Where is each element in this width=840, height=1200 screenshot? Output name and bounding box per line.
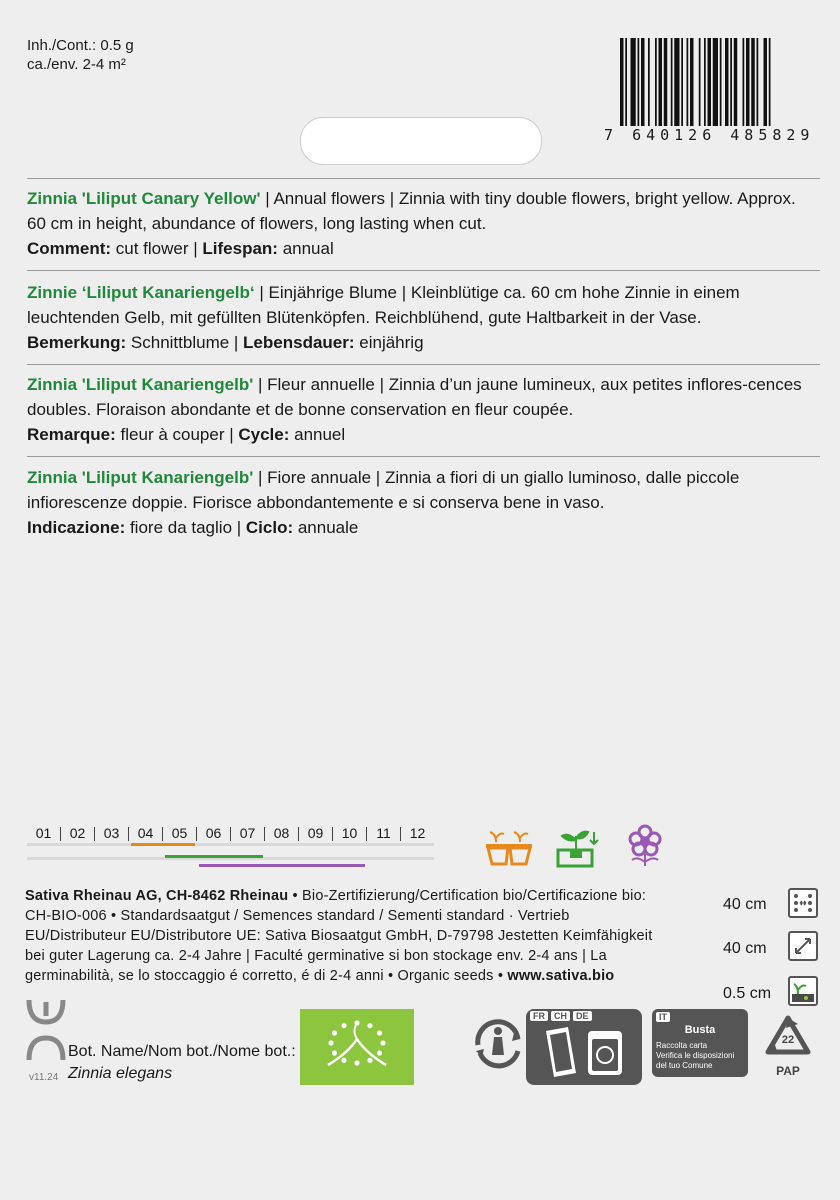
eu-star [377, 1050, 382, 1055]
sativa-mark-icon [26, 998, 66, 1069]
barcode-bar [641, 38, 645, 126]
month-label: 11 [376, 825, 391, 841]
botanical-name [68, 1041, 296, 1085]
sow-outdoor-bar [165, 855, 263, 858]
barcode-bar [743, 38, 745, 126]
comment-value: cut flower | [111, 239, 203, 258]
eu-star [367, 1023, 372, 1028]
eu-star [341, 1023, 346, 1028]
eu-star [332, 1050, 337, 1055]
month-label: 12 [409, 825, 426, 841]
botanical-value: Zinnia elegans [68, 1065, 173, 1082]
description-fr [27, 372, 813, 447]
divider [27, 178, 820, 179]
barcode-bar [648, 38, 650, 126]
month-label: 03 [103, 825, 120, 841]
italy-instructions [656, 1041, 734, 1071]
sow-indoor-bar [131, 843, 195, 846]
month-label: 06 [205, 825, 222, 841]
seed-tray-icon [484, 828, 534, 873]
pap-label: PAP [776, 1064, 800, 1078]
lifespan-value: annual [277, 239, 334, 258]
barcode-bar [764, 38, 768, 126]
barcode-bar [681, 38, 683, 126]
variety-title: Zinnia 'Liliput Kanariengelb' [27, 468, 254, 487]
description-en [27, 186, 813, 261]
company-name: Sativa Rheinau AG, CH-8462 Rheinau [25, 888, 289, 904]
divider [27, 456, 820, 457]
description-it [27, 465, 813, 540]
country-tags [530, 1011, 592, 1021]
comment-value: fleur à couper | [115, 425, 239, 444]
barcode [604, 38, 815, 150]
sowing-depth-icon [788, 976, 818, 1006]
lifespan-label: Lifespan: [202, 239, 278, 258]
barcode-bar [664, 38, 668, 126]
barcode-digit-lead: 7 [604, 126, 619, 144]
website-link[interactable]: www.sativa.bio [507, 968, 615, 984]
comment-label: Remarque: [27, 425, 116, 444]
description-text: | Fleur annuelle | Zinnia d’un jaune lumineux, aux petites inflores-cences doubles. Floraison abondante et de bonne conservation en fleur coupée. [27, 375, 802, 419]
eu-star [367, 1058, 372, 1063]
barcode-bar [638, 38, 640, 126]
flowering-bar [199, 864, 365, 867]
spec-sowing-depth: 0.5 cm [723, 985, 772, 1002]
variety-title: Zinnie ‘Liliput Kanariengelb‘ [27, 283, 255, 302]
lifespan-value: annuel [289, 425, 346, 444]
month-label: 05 [171, 825, 188, 841]
barcode-bar [730, 38, 732, 126]
barcode-bar [690, 38, 694, 126]
divider [27, 364, 820, 365]
italy-line2: Verifica le disposizioni [656, 1051, 735, 1060]
country-tag: DE [573, 1011, 592, 1021]
barcode-bar [699, 38, 701, 126]
barcode-bar [655, 38, 657, 126]
barcode-bar [687, 38, 689, 126]
barcode-bar [713, 38, 718, 126]
country-tag: CH [551, 1011, 570, 1021]
barcode-bar [631, 38, 636, 126]
italy-line3: del tuo Comune [656, 1061, 713, 1070]
eu-star [377, 1030, 382, 1035]
barcode-bar [769, 38, 771, 126]
lifespan-value: annuale [293, 518, 359, 537]
month-label: 02 [69, 825, 86, 841]
month-label: 08 [273, 825, 290, 841]
month-label: 04 [137, 825, 154, 841]
barcode-bar [725, 38, 729, 126]
month-label: 09 [307, 825, 324, 841]
description-de [27, 280, 813, 355]
lifespan-value: einjährig [354, 333, 424, 352]
spec-plant-height: 40 cm [723, 940, 767, 957]
version-label: v11.24 [29, 1072, 59, 1083]
month-row [27, 825, 434, 841]
botanical-label: Bot. Name/Nom bot./Nome bot.: [68, 1043, 296, 1060]
month-label: 01 [35, 825, 52, 841]
barcode-bar [620, 38, 624, 126]
description-text: | Annual flowers | Zinnia with tiny double flowers, bright yellow. Approx. 60 cm in height, abundance of flowers, long lasting when cut. [27, 189, 796, 233]
italy-title: Busta [684, 1024, 716, 1036]
imprint-text [25, 886, 670, 986]
barcode-bar [757, 38, 759, 126]
hang-hole [300, 117, 542, 165]
contents-area: ca./env. 2-4 m² [27, 56, 126, 73]
eu-star [354, 1060, 359, 1065]
eu-star [328, 1040, 333, 1045]
spec-row-spacing: 40 cm [723, 896, 767, 913]
lifespan-label: Ciclo: [245, 518, 294, 537]
month-label: 10 [341, 825, 358, 841]
barcode-bar [674, 38, 679, 126]
eu-star [341, 1058, 346, 1063]
pap-recycling-icon [760, 1014, 816, 1078]
barcode-bar [625, 38, 627, 126]
pap-number: 22 [781, 1034, 795, 1046]
row-spacing-icon [788, 888, 818, 918]
lifespan-label: Lebensdauer: [243, 333, 355, 352]
barcode-digits-left: 640126 [632, 126, 717, 144]
barcode-bar [751, 38, 755, 126]
variety-title: Zinnia 'Liliput Canary Yellow' [27, 189, 261, 208]
plant-height-icon [788, 931, 818, 961]
barcode-bar [659, 38, 663, 126]
description-text: | Fiore annuale | Zinnia a fiori di un giallo luminoso, dalle piccole infiorescenze doppie. Fiorisce abbondantemente e si conserva bene in vaso. [27, 468, 740, 512]
contents-info [27, 36, 134, 74]
comment-label: Indicazione: [27, 518, 126, 537]
variety-title: Zinnia 'Liliput Kanariengelb' [27, 375, 254, 394]
triman-icon [470, 1017, 526, 1078]
comment-value: Schnittblume | [126, 333, 244, 352]
barcode-bar [704, 38, 706, 126]
italy-code: IT [656, 1012, 670, 1022]
lifespan-label: Cycle: [238, 425, 290, 444]
barcode-bar [746, 38, 750, 126]
barcode-bar [720, 38, 722, 126]
imprint-body: • Bio-Zertifizierung/Certification bio/Certificazione bio: CH-BIO-006 • Standardsaatgut / Semences standard / Sementi standard · Vertrieb EU/Distributeur EU/Distributore UE: Sativa Biosaatgut GmbH, D-79798 Jestetten Keimfähigkeit bei guter Lagerung ca. 2-4 Jahre | Faculté germinative si bon stockage env. 2-4 ans | La germinabilità, se lo stoccaggio é corretto, é di 2-4 anni • Organic seeds • [25, 888, 653, 984]
comment-label: Comment: [27, 239, 112, 258]
contents-weight: Inh./Cont.: 0.5 g [27, 37, 134, 54]
barcode-bar [671, 38, 673, 126]
month-label: 07 [239, 825, 256, 841]
description-text: | Einjährige Blume | Kleinblütige ca. 60 cm hohe Zinnie in einem leuchtenden Gelb, mit gefüllten Blütenköpfen. Reichblühend, gute Haltbarkeit in der Vase. [27, 283, 740, 327]
eu-star [380, 1040, 385, 1045]
barcode-bar [734, 38, 738, 126]
calendar-track [27, 843, 434, 846]
comment-label: Bemerkung: [27, 333, 127, 352]
barcode-bars [620, 38, 815, 128]
barcode-bar [708, 38, 712, 126]
divider [27, 270, 820, 271]
country-sorting-box [526, 1009, 642, 1085]
eu-star [332, 1030, 337, 1035]
comment-value: fiore da taglio | [125, 518, 246, 537]
seedling-pot-icon [556, 826, 600, 873]
flower-icon [624, 822, 666, 873]
barcode-digits-right: 485829 [730, 126, 815, 144]
country-tag: FR [530, 1011, 548, 1021]
eu-organic-logo-icon [300, 1009, 414, 1085]
italy-disposal-box [652, 1009, 748, 1077]
italy-line1: Raccolta carta [656, 1041, 708, 1050]
